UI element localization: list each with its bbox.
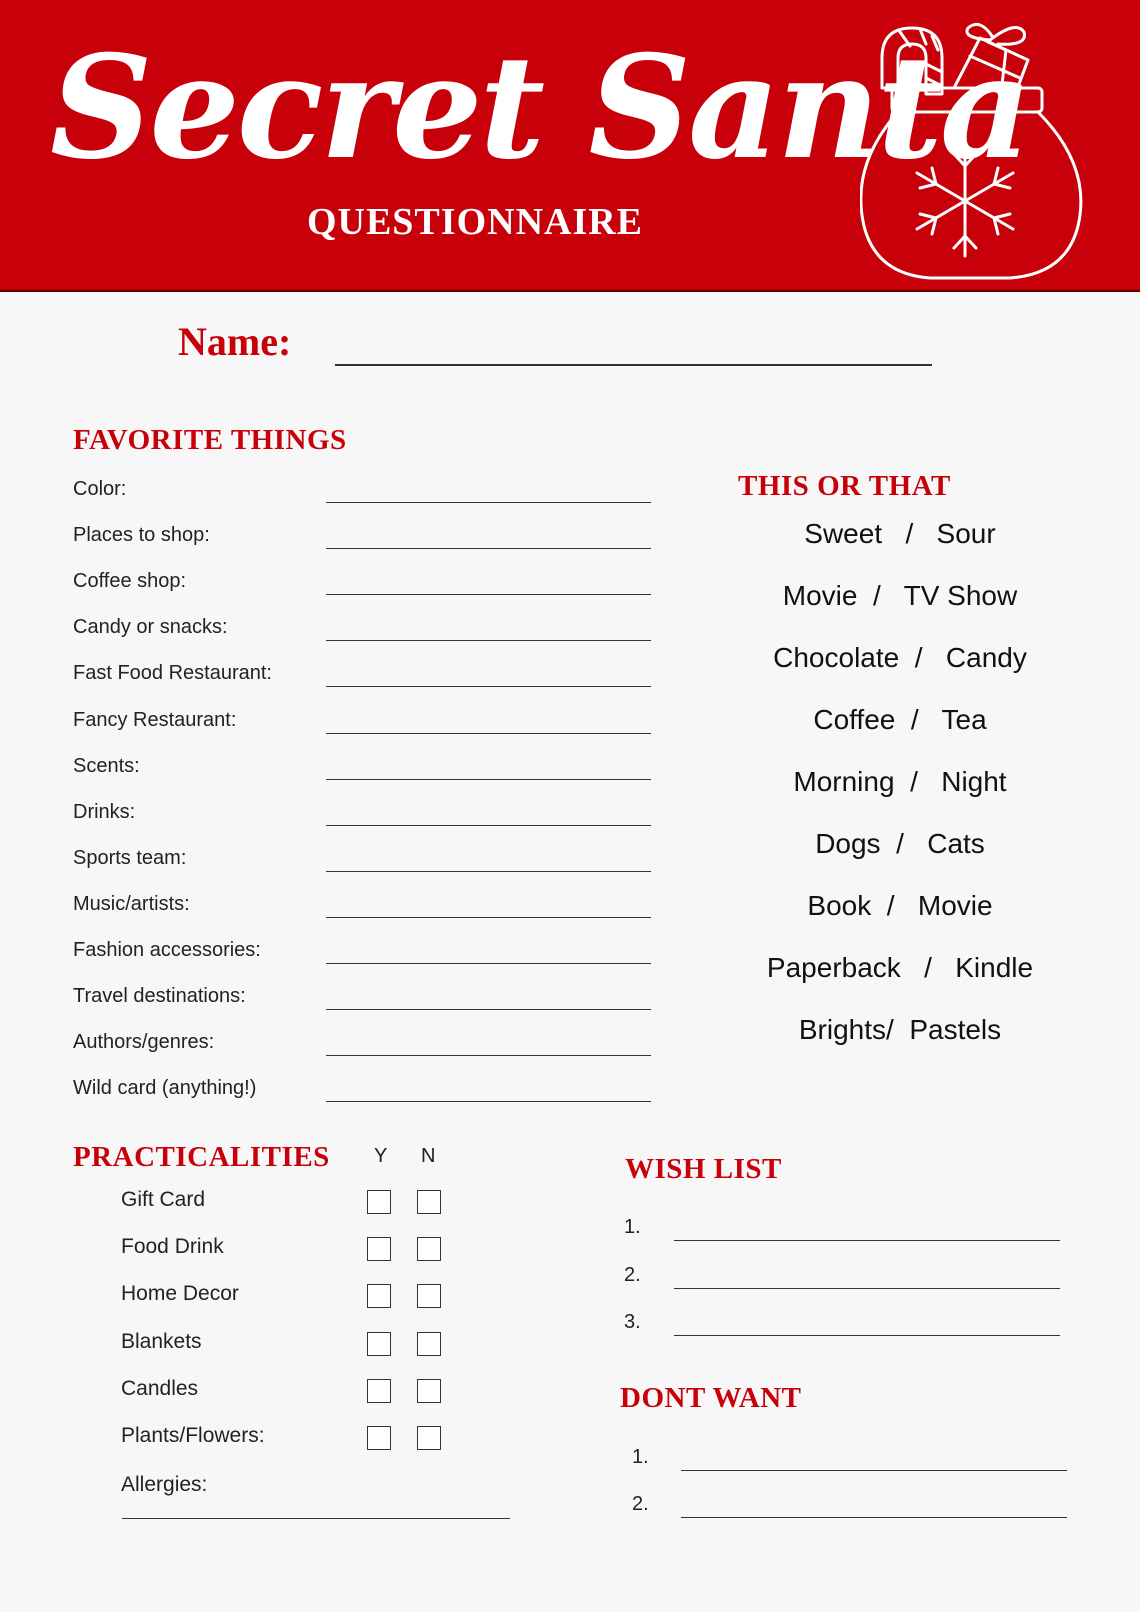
allergies-label: Allergies: [121, 1473, 208, 1496]
favorite-item-label: Fast Food Restaurant: [73, 662, 272, 685]
favorite-things-heading: FAVORITE THINGS [73, 424, 347, 456]
yes-checkbox[interactable] [367, 1284, 391, 1308]
favorite-item-field-line[interactable] [326, 825, 651, 826]
no-checkbox[interactable] [417, 1284, 441, 1308]
favorite-item-label: Candy or snacks: [73, 616, 228, 639]
favorite-item-label: Sports team: [73, 846, 187, 869]
yes-column-label: Y [374, 1145, 388, 1167]
this-or-that-choice[interactable]: Chocolate / Candy [773, 642, 1027, 673]
dont-want-number: 2. [632, 1493, 649, 1515]
favorite-item-field-line[interactable] [326, 1009, 651, 1010]
favorite-item-field-line[interactable] [326, 917, 651, 918]
this-or-that-choice[interactable]: Morning / Night [793, 766, 1007, 797]
wish-list-heading: WISH LIST [625, 1153, 782, 1185]
favorite-item-field-line[interactable] [326, 548, 651, 549]
wish-list-number: 1. [624, 1216, 641, 1238]
this-or-that-choice[interactable]: Sweet / Sour [804, 518, 996, 549]
favorite-item-field-line[interactable] [326, 502, 651, 503]
yes-checkbox[interactable] [367, 1426, 391, 1450]
name-field-line[interactable] [335, 364, 932, 366]
wish-list-field-line[interactable] [674, 1240, 1060, 1241]
dont-want-number: 1. [632, 1446, 649, 1468]
practicality-item-label: Plants/Flowers: [121, 1424, 265, 1447]
practicalities-heading: PRACTICALITIES [73, 1141, 330, 1173]
dont-want-field-line[interactable] [681, 1470, 1067, 1471]
practicality-item-label: Blankets [121, 1329, 202, 1353]
favorite-item-field-line[interactable] [326, 733, 651, 734]
santa-sack-icon [860, 16, 1120, 291]
favorite-item-label: Scents: [73, 754, 140, 777]
allergies-field-line[interactable] [122, 1518, 510, 1519]
favorite-item-label: Color: [73, 478, 127, 500]
name-label: Name: [178, 319, 292, 364]
page-subtitle: QUESTIONNAIRE [306, 201, 644, 243]
no-checkbox[interactable] [417, 1332, 441, 1356]
favorite-item-field-line[interactable] [326, 686, 651, 687]
this-or-that-choice[interactable]: Dogs / Cats [815, 828, 985, 859]
favorite-item-field-line[interactable] [326, 594, 651, 595]
practicality-item-label: Food Drink [121, 1235, 224, 1259]
favorite-item-label: Drinks: [73, 800, 136, 823]
favorite-item-label: Fancy Restaurant: [73, 708, 237, 731]
no-checkbox[interactable] [417, 1426, 441, 1450]
wish-list-field-line[interactable] [674, 1335, 1060, 1336]
favorite-item-label: Authors/genres: [73, 1031, 215, 1054]
yes-checkbox[interactable] [367, 1190, 391, 1214]
this-or-that-choice[interactable]: Book / Movie [807, 890, 993, 921]
favorite-item-label: Wild card (anything!) [73, 1077, 257, 1100]
this-or-that-choice[interactable]: Coffee / Tea [813, 704, 987, 735]
practicality-item-label: Home Decor [121, 1282, 239, 1306]
favorite-item-field-line[interactable] [326, 1055, 651, 1056]
this-or-that-choice[interactable]: Brights/ Pastels [798, 1014, 1002, 1045]
dont-want-field-line[interactable] [681, 1517, 1067, 1518]
favorite-item-field-line[interactable] [326, 1101, 651, 1102]
practicality-item-label: Candles [121, 1376, 199, 1400]
wish-list-field-line[interactable] [674, 1288, 1060, 1289]
this-or-that-heading: THIS OR THAT [738, 470, 951, 502]
no-checkbox[interactable] [417, 1379, 441, 1403]
favorite-item-label: Travel destinations: [73, 985, 246, 1008]
favorite-item-field-line[interactable] [326, 871, 651, 872]
no-checkbox[interactable] [417, 1237, 441, 1261]
no-checkbox[interactable] [417, 1190, 441, 1214]
yes-checkbox[interactable] [367, 1379, 391, 1403]
yes-checkbox[interactable] [367, 1237, 391, 1261]
favorite-item-field-line[interactable] [326, 963, 651, 964]
wish-list-number: 3. [624, 1311, 641, 1333]
wish-list-number: 2. [624, 1263, 641, 1286]
favorite-item-label: Fashion accessories: [73, 939, 261, 961]
yes-checkbox[interactable] [367, 1332, 391, 1356]
this-or-that-choice[interactable]: Movie / TV Show [782, 580, 1018, 611]
no-column-label: N [421, 1145, 436, 1167]
dont-want-heading: DONT WANT [620, 1382, 802, 1414]
favorite-item-label: Places to shop: [73, 524, 210, 547]
page-title: Secret Santa [50, 25, 1029, 191]
header-banner [0, 0, 1140, 292]
favorite-item-label: Music/artists: [73, 892, 190, 915]
favorite-item-label: Coffee shop: [73, 570, 187, 593]
practicality-item-label: Gift Card [121, 1188, 206, 1211]
this-or-that-choice[interactable]: Paperback / Kindle [766, 952, 1034, 983]
favorite-item-field-line[interactable] [326, 640, 651, 641]
favorite-item-field-line[interactable] [326, 779, 651, 780]
